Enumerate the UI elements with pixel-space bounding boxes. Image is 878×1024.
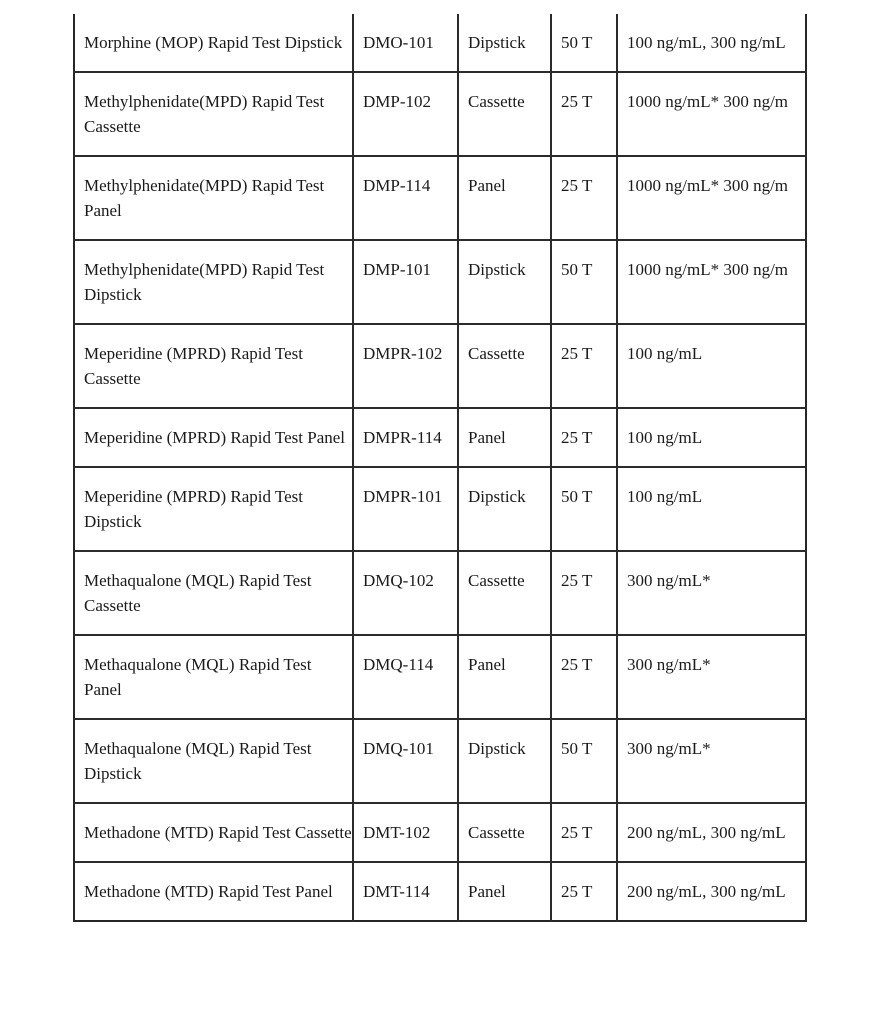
cell-cutoff-level-text: 100 ng/mL: [627, 344, 703, 363]
cell-cutoff-level-text: 100 ng/mL, 300 ng/mL: [627, 33, 786, 52]
cell-cutoff-level: [617, 551, 806, 635]
cell-catalog-number-text: DMP-114: [363, 176, 431, 195]
cell-pack-size-text: 25 T: [561, 176, 593, 195]
cell-product-name-text: Methaqualone (MQL) Rapid Test Dipstick: [84, 739, 312, 783]
cell-catalog-number-text: DMT-114: [363, 882, 430, 901]
table-row: [74, 719, 806, 803]
table-row: [74, 862, 806, 921]
cell-pack-size-text: 50 T: [561, 739, 593, 758]
cell-cutoff-level-text: 1000 ng/mL* 300 ng/m: [627, 176, 789, 195]
cell-cutoff-level: [617, 635, 806, 719]
cell-cutoff-level-text: 300 ng/mL*: [627, 571, 711, 590]
cell-product-name: [74, 719, 353, 803]
cell-pack-size-text: 50 T: [561, 260, 593, 279]
cell-format: [458, 408, 551, 467]
cell-product-name: [74, 240, 353, 324]
cell-product-name-text: Methylphenidate(MPD) Rapid Test Cassette: [84, 92, 325, 136]
cell-format-text: Dipstick: [468, 487, 526, 506]
cell-pack-size: [551, 862, 617, 921]
cell-catalog-number: [353, 156, 458, 240]
cell-pack-size-text: 25 T: [561, 823, 593, 842]
cell-catalog-number: [353, 72, 458, 156]
cell-product-name: [74, 551, 353, 635]
cell-cutoff-level-text: 200 ng/mL, 300 ng/mL: [627, 882, 786, 901]
cell-cutoff-level: [617, 240, 806, 324]
cell-cutoff-level-text: 300 ng/mL*: [627, 655, 711, 674]
cell-format-text: Dipstick: [468, 33, 526, 52]
cell-catalog-number: [353, 408, 458, 467]
cell-product-name-text: Methylphenidate(MPD) Rapid Test Dipstick: [84, 260, 325, 304]
cell-format: [458, 72, 551, 156]
cell-product-name: [74, 803, 353, 862]
cell-cutoff-level-text: 1000 ng/mL* 300 ng/m: [627, 92, 789, 111]
cell-cutoff-level: [617, 324, 806, 408]
cell-cutoff-level-text: 1000 ng/mL* 300 ng/m: [627, 260, 789, 279]
cell-format-text: Cassette: [468, 344, 525, 363]
cell-format: [458, 719, 551, 803]
cell-cutoff-level: [617, 72, 806, 156]
cell-product-name: [74, 72, 353, 156]
cell-format: [458, 635, 551, 719]
cell-format-text: Panel: [468, 655, 506, 674]
cell-pack-size: [551, 14, 617, 72]
cell-catalog-number: [353, 862, 458, 921]
cell-cutoff-level: [617, 862, 806, 921]
table-row: [74, 324, 806, 408]
cell-pack-size-text: 25 T: [561, 655, 593, 674]
cell-cutoff-level-text: 200 ng/mL, 300 ng/mL: [627, 823, 786, 842]
cell-product-name-text: Morphine (MOP) Rapid Test Dipstick: [84, 33, 343, 52]
cell-pack-size-text: 50 T: [561, 33, 593, 52]
table-body: [74, 14, 806, 921]
cell-catalog-number-text: DMPR-101: [363, 487, 443, 506]
table-row: [74, 72, 806, 156]
cell-catalog-number: [353, 14, 458, 72]
cell-pack-size: [551, 72, 617, 156]
cell-format-text: Dipstick: [468, 739, 526, 758]
cell-format: [458, 467, 551, 551]
cell-product-name: [74, 467, 353, 551]
cell-format: [458, 551, 551, 635]
cell-format: [458, 862, 551, 921]
table-row: [74, 551, 806, 635]
product-table-container: [73, 14, 805, 922]
cell-product-name: [74, 14, 353, 72]
cell-pack-size-text: 25 T: [561, 92, 593, 111]
cell-format-text: Cassette: [468, 571, 525, 590]
cell-catalog-number-text: DMQ-102: [363, 571, 434, 590]
cell-catalog-number: [353, 467, 458, 551]
cell-pack-size: [551, 324, 617, 408]
cell-format: [458, 14, 551, 72]
table-row: [74, 803, 806, 862]
cell-cutoff-level: [617, 467, 806, 551]
cell-catalog-number-text: DMPR-102: [363, 344, 443, 363]
cell-pack-size: [551, 240, 617, 324]
cell-pack-size: [551, 803, 617, 862]
cell-pack-size: [551, 467, 617, 551]
cell-catalog-number-text: DMQ-101: [363, 739, 434, 758]
cell-product-name-text: Methaqualone (MQL) Rapid Test Cassette: [84, 571, 312, 615]
cell-pack-size-text: 25 T: [561, 882, 593, 901]
cell-pack-size: [551, 408, 617, 467]
cell-cutoff-level: [617, 408, 806, 467]
cell-pack-size: [551, 156, 617, 240]
cell-pack-size-text: 25 T: [561, 428, 593, 447]
cell-cutoff-level-text: 100 ng/mL: [627, 428, 703, 447]
cell-pack-size: [551, 635, 617, 719]
cell-format-text: Cassette: [468, 92, 525, 111]
cell-catalog-number-text: DMPR-114: [363, 428, 442, 447]
cell-product-name-text: Methadone (MTD) Rapid Test Panel: [84, 882, 333, 901]
cell-catalog-number-text: DMO-101: [363, 33, 434, 52]
cell-catalog-number-text: DMT-102: [363, 823, 431, 842]
table-row: [74, 467, 806, 551]
cell-product-name: [74, 862, 353, 921]
cell-format-text: Panel: [468, 176, 506, 195]
table-row: [74, 14, 806, 72]
cell-format: [458, 156, 551, 240]
cell-pack-size: [551, 719, 617, 803]
cell-pack-size-text: 50 T: [561, 487, 593, 506]
cell-pack-size: [551, 551, 617, 635]
cell-catalog-number-text: DMQ-114: [363, 655, 434, 674]
cell-product-name-text: Meperidine (MPRD) Rapid Test Cassette: [84, 344, 303, 388]
cell-cutoff-level: [617, 14, 806, 72]
cell-format: [458, 240, 551, 324]
cell-format-text: Dipstick: [468, 260, 526, 279]
cell-catalog-number: [353, 324, 458, 408]
table-row: [74, 408, 806, 467]
product-specification-table: [73, 14, 807, 922]
cell-cutoff-level: [617, 156, 806, 240]
cell-pack-size-text: 25 T: [561, 344, 593, 363]
cell-pack-size-text: 25 T: [561, 571, 593, 590]
cell-format: [458, 803, 551, 862]
cell-format-text: Cassette: [468, 823, 525, 842]
cell-catalog-number: [353, 240, 458, 324]
cell-cutoff-level-text: 300 ng/mL*: [627, 739, 711, 758]
cell-catalog-number: [353, 803, 458, 862]
cell-product-name-text: Methylphenidate(MPD) Rapid Test Panel: [84, 176, 325, 220]
cell-cutoff-level-text: 100 ng/mL: [627, 487, 703, 506]
cell-product-name-text: Meperidine (MPRD) Rapid Test Dipstick: [84, 487, 303, 531]
cell-product-name: [74, 156, 353, 240]
cell-catalog-number: [353, 635, 458, 719]
cell-product-name-text: Methadone (MTD) Rapid Test Cassette: [84, 823, 352, 842]
cell-cutoff-level: [617, 803, 806, 862]
table-row: [74, 240, 806, 324]
cell-catalog-number-text: DMP-101: [363, 260, 432, 279]
cell-product-name: [74, 324, 353, 408]
cell-format-text: Panel: [468, 882, 506, 901]
cell-format: [458, 324, 551, 408]
cell-product-name-text: Methaqualone (MQL) Rapid Test Panel: [84, 655, 312, 699]
cell-product-name-text: Meperidine (MPRD) Rapid Test Panel: [84, 428, 346, 447]
cell-product-name: [74, 408, 353, 467]
cell-catalog-number-text: DMP-102: [363, 92, 432, 111]
cell-cutoff-level: [617, 719, 806, 803]
cell-catalog-number: [353, 719, 458, 803]
cell-catalog-number: [353, 551, 458, 635]
cell-format-text: Panel: [468, 428, 506, 447]
cell-product-name: [74, 635, 353, 719]
table-row: [74, 635, 806, 719]
table-row: [74, 156, 806, 240]
